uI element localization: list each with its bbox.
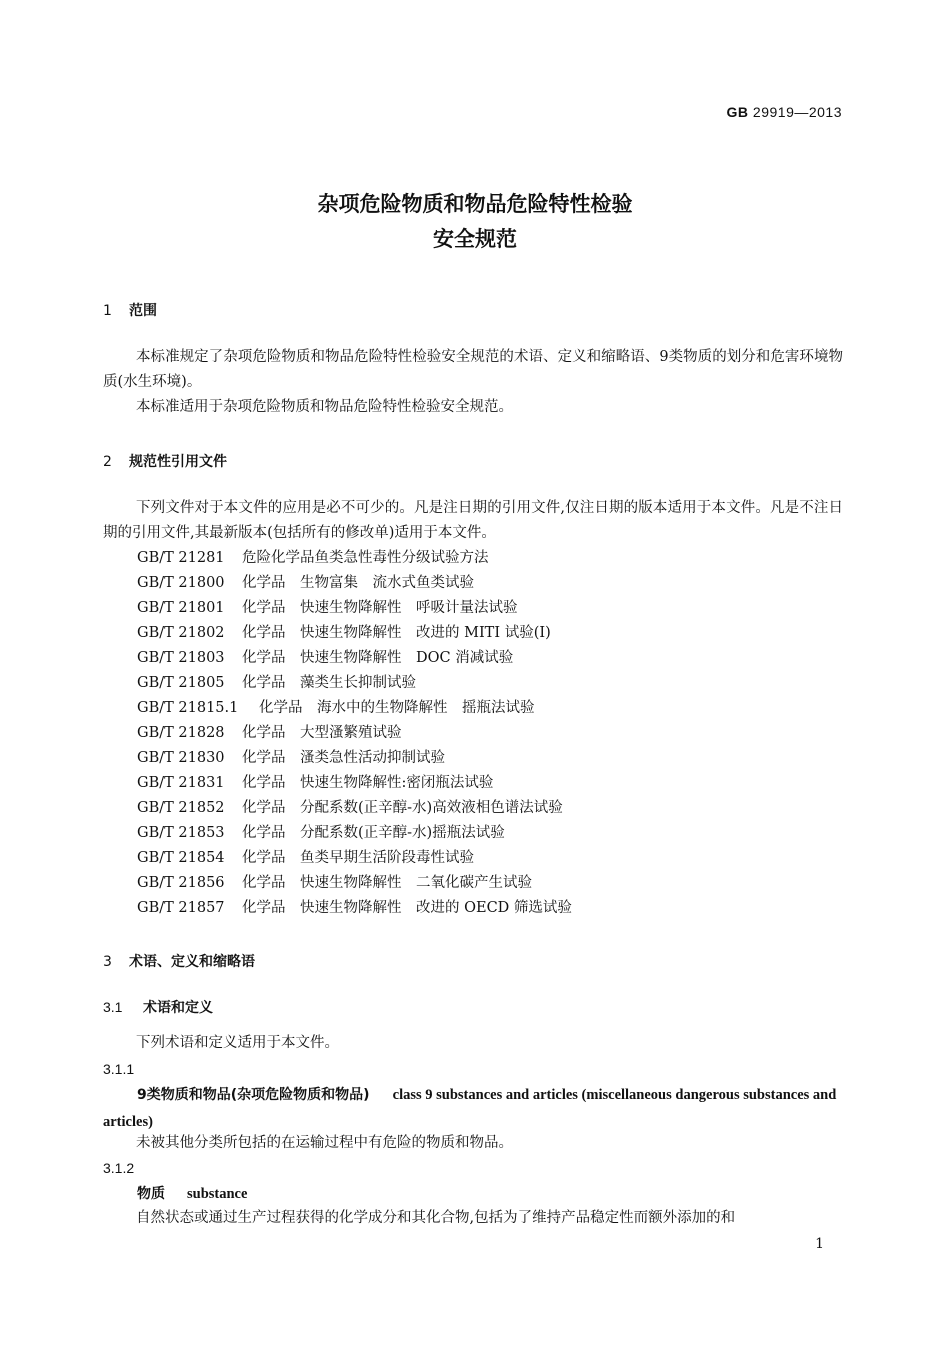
term-entry bbox=[103, 1081, 843, 1135]
reference-item bbox=[137, 821, 572, 846]
reference-title: 化学品 生物富集 流水式鱼类试验 bbox=[242, 575, 474, 591]
term-definition bbox=[103, 1131, 843, 1156]
reference-item bbox=[137, 571, 572, 596]
reference-item bbox=[137, 746, 572, 771]
reference-title: 化学品 快速生物降解性 DOC 消减试验 bbox=[242, 650, 514, 666]
reference-item bbox=[137, 846, 572, 871]
reference-code: GB/T 21856 bbox=[137, 875, 225, 891]
reference-list bbox=[137, 546, 572, 921]
section-title: 术语、定义和缩略语 bbox=[129, 954, 255, 970]
section-2-heading bbox=[103, 451, 227, 471]
reference-title: 化学品 快速生物降解性 呼吸计量法试验 bbox=[242, 600, 518, 616]
reference-title: 化学品 快速生物降解性 二氧化碳产生试验 bbox=[242, 875, 532, 891]
reference-code: GB/T 21852 bbox=[137, 800, 225, 816]
paragraph: 本标准适用于杂项危险物质和物品危险特性检验安全规范。 bbox=[136, 399, 513, 415]
standard-code bbox=[727, 104, 842, 120]
reference-code: GB/T 21800 bbox=[137, 575, 225, 591]
reference-code: GB/T 21805 bbox=[137, 675, 225, 691]
reference-item bbox=[137, 871, 572, 896]
reference-item bbox=[137, 671, 572, 696]
document-title-line1: 杂项危险物质和物品危险特性检验 bbox=[317, 192, 633, 216]
reference-title: 化学品 溞类急性活动抑制试验 bbox=[242, 750, 445, 766]
paragraph: 未被其他分类所包括的在运输过程中有危险的物质和物品。 bbox=[136, 1135, 513, 1151]
reference-title: 化学品 快速生物降解性:密闭瓶法试验 bbox=[242, 775, 494, 791]
reference-code: GB/T 21802 bbox=[137, 625, 225, 641]
paragraph: 下列术语和定义适用于本文件。 bbox=[136, 1035, 339, 1051]
reference-item bbox=[137, 896, 572, 921]
reference-title: 化学品 大型溞繁殖试验 bbox=[242, 725, 402, 741]
paragraph: 自然状态或通过生产过程获得的化学成分和其化合物,包括为了维持产品稳定性而额外添加的和 bbox=[136, 1210, 736, 1226]
term-english: class 9 substances and articles (miscellaneous dangerous substances and articles) bbox=[103, 1087, 837, 1130]
reference-item bbox=[137, 721, 572, 746]
term-definition bbox=[103, 1206, 843, 1231]
reference-code: GB/T 21857 bbox=[137, 900, 225, 916]
reference-item bbox=[137, 646, 572, 671]
reference-title: 危险化学品鱼类急性毒性分级试验方法 bbox=[242, 550, 489, 566]
reference-title: 化学品 鱼类早期生活阶段毒性试验 bbox=[242, 850, 474, 866]
subsection-3-1-heading bbox=[103, 997, 213, 1017]
reference-code: GB/T 21801 bbox=[137, 600, 225, 616]
term-english: substance bbox=[187, 1186, 248, 1202]
reference-title: 化学品 分配系数(正辛醇-水)摇瓶法试验 bbox=[242, 825, 505, 841]
reference-item bbox=[137, 771, 572, 796]
section-title: 范围 bbox=[129, 303, 157, 319]
section-1-body bbox=[103, 345, 843, 420]
section-title: 规范性引用文件 bbox=[129, 454, 227, 470]
page-number: 1 bbox=[815, 1236, 824, 1252]
subsection-title: 术语和定义 bbox=[143, 1000, 213, 1016]
reference-title: 化学品 藻类生长抑制试验 bbox=[242, 675, 416, 691]
term-chinese: 9类物质和物品(杂项危险物质和物品) bbox=[137, 1087, 370, 1103]
term-chinese: 物质 bbox=[137, 1186, 165, 1202]
document-title-line2: 安全规范 bbox=[433, 227, 517, 251]
subsection-number: 3.1 bbox=[103, 999, 123, 1015]
clause-number: 3.1.1 bbox=[103, 1061, 135, 1077]
section-number: 2 bbox=[103, 454, 112, 470]
reference-title: 化学品 分配系数(正辛醇-水)高效液相色谱法试验 bbox=[242, 800, 563, 816]
subsection-3-1-intro bbox=[103, 1031, 843, 1056]
reference-code: GB/T 21828 bbox=[137, 725, 225, 741]
reference-code: GB/T 21853 bbox=[137, 825, 225, 841]
reference-title: 化学品 快速生物降解性 改进的 MITI 试验(Ⅰ) bbox=[242, 625, 551, 641]
reference-title: 化学品 快速生物降解性 改进的 OECD 筛选试验 bbox=[242, 900, 572, 916]
standard-number: 29919—2013 bbox=[752, 104, 842, 120]
section-number: 3 bbox=[103, 954, 112, 970]
reference-item bbox=[137, 796, 572, 821]
paragraph: 本标准规定了杂项危险物质和物品危险特性检验安全规范的术语、定义和缩略语、9类物质的划分和危害环境物质(水生环境)。 bbox=[103, 349, 843, 390]
reference-title: 化学品 海水中的生物降解性 摇瓶法试验 bbox=[259, 700, 535, 716]
reference-code: GB/T 21831 bbox=[137, 775, 225, 791]
section-2-intro bbox=[103, 496, 843, 546]
reference-item bbox=[137, 696, 572, 721]
reference-code: GB/T 21815.1 bbox=[137, 700, 239, 716]
reference-code: GB/T 21803 bbox=[137, 650, 225, 666]
reference-item bbox=[137, 621, 572, 646]
clause-number: 3.1.2 bbox=[103, 1160, 135, 1176]
section-1-heading bbox=[103, 300, 157, 320]
reference-item bbox=[137, 546, 572, 571]
standard-prefix: GB bbox=[726, 104, 749, 120]
paragraph: 下列文件对于本文件的应用是必不可少的。凡是注日期的引用文件,仅注日期的版本适用于本文件。凡是不注日期的引用文件,其最新版本(包括所有的修改单)适用于本文件。 bbox=[103, 500, 843, 541]
term-entry bbox=[137, 1183, 247, 1203]
section-number: 1 bbox=[103, 303, 112, 319]
reference-item bbox=[137, 596, 572, 621]
section-3-heading bbox=[103, 951, 255, 971]
reference-code: GB/T 21281 bbox=[137, 550, 225, 566]
reference-code: GB/T 21854 bbox=[137, 850, 225, 866]
reference-code: GB/T 21830 bbox=[137, 750, 225, 766]
